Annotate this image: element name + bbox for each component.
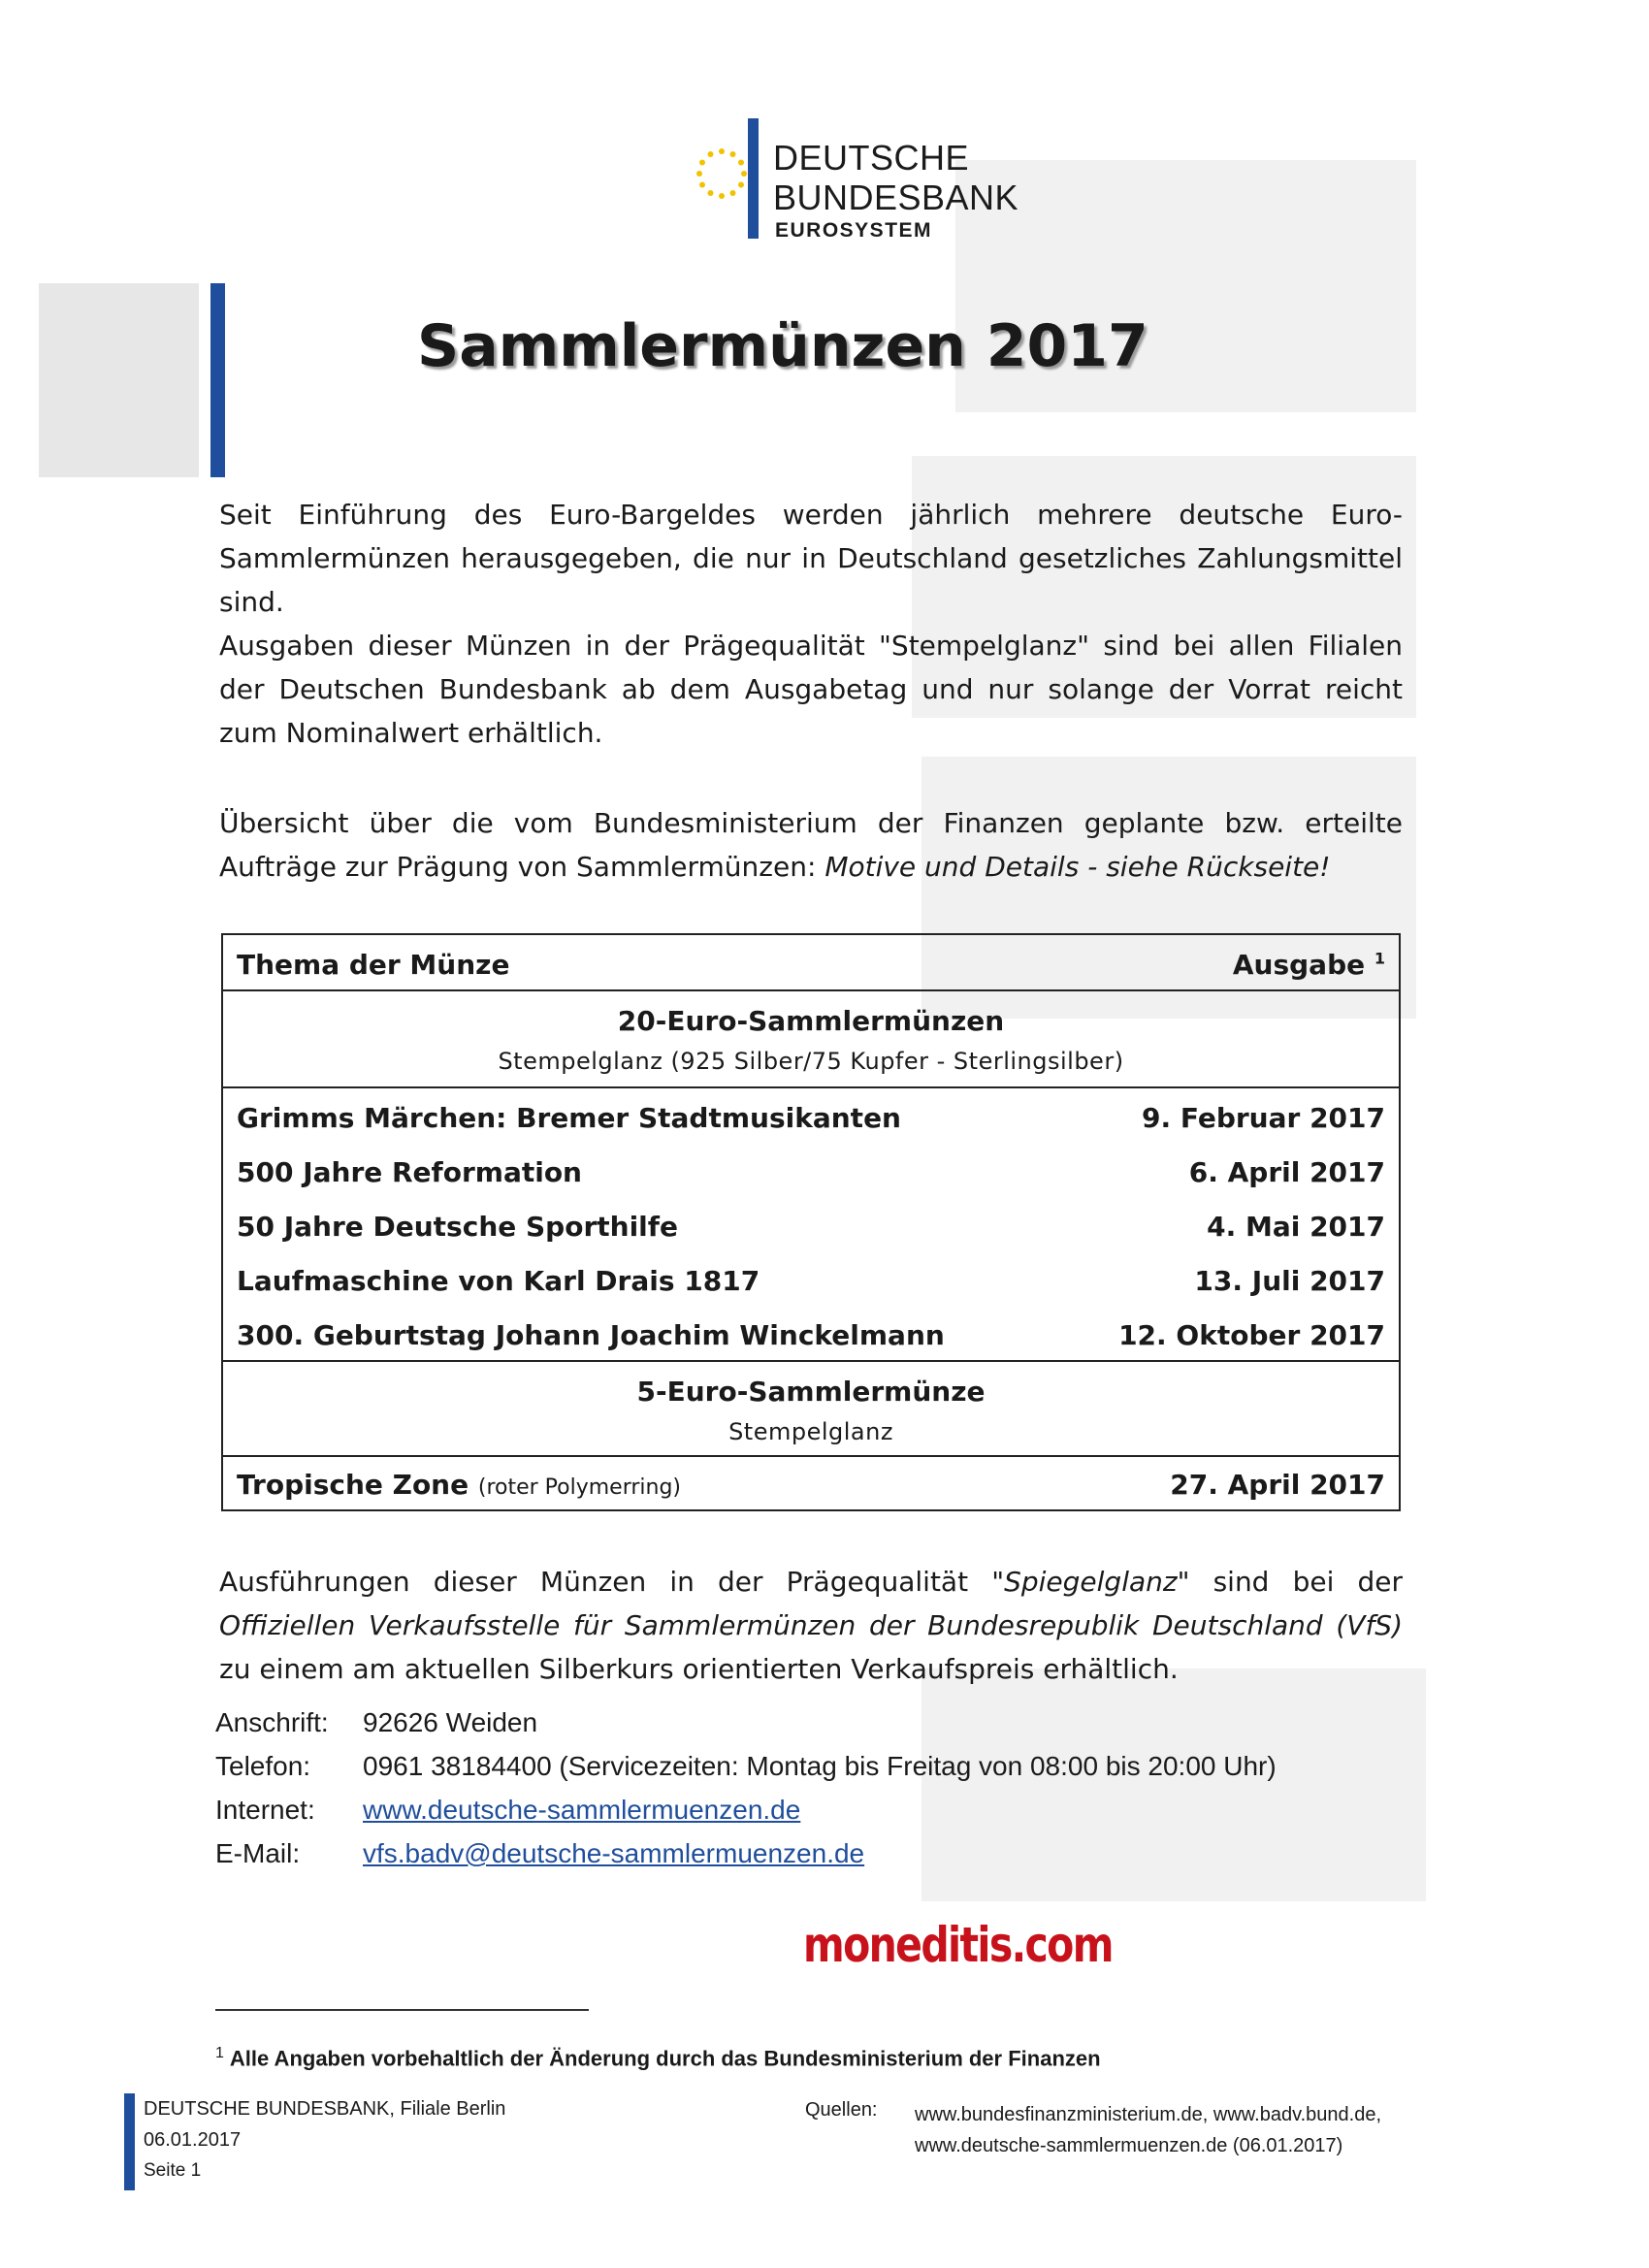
coin-date: 4. Mai 2017 xyxy=(1207,1211,1385,1243)
coin-theme: 300. Geburtstag Johann Joachim Winckelmann xyxy=(237,1319,945,1351)
coin-date: 13. Juli 2017 xyxy=(1194,1265,1385,1297)
footer-accent-bar xyxy=(124,2093,135,2190)
title-accent-bar xyxy=(210,283,225,477)
intro-paragraph-1: Seit Einführung des Euro-Bargeldes werden jährlich mehrere deutsche Euro-Sammlermünzen herausgegeben, die nur in Deutschland gesetzliches Zahlungsmittel sind. xyxy=(219,499,1403,618)
watermark: moneditis.com xyxy=(803,1917,1113,1973)
address-label: Anschrift: xyxy=(215,1707,329,1737)
footer-issuer: DEUTSCHE BUNDESBANK, Filiale Berlin xyxy=(144,2098,506,2120)
coin-theme: 500 Jahre Reformation xyxy=(237,1156,582,1188)
section-5-euro-subtitle: Stempelglanz xyxy=(728,1418,893,1445)
footer-issuer-block xyxy=(144,2093,505,2187)
coin-theme: Grimms Märchen: Bremer Stadtmusikanten xyxy=(237,1102,901,1134)
outro-text-c: sind bei der xyxy=(1189,1566,1403,1598)
email-label: E-Mail: xyxy=(215,1838,301,1868)
intro-paragraph-2: Ausgaben dieser Münzen in der Prägequalität "Stempelglanz" sind bei allen Filialen der Deutschen Bundesbank ab dem Ausgabetag und nur solange der Vorrat reicht zum Nominalwert erhältlich. xyxy=(219,630,1403,749)
scan-artifact xyxy=(39,283,199,477)
email-link[interactable]: vfs.badv@deutsche-sammlermuenzen.de xyxy=(363,1838,865,1868)
coin-date: 9. Februar 2017 xyxy=(1141,1102,1385,1134)
coin-date: 12. Oktober 2017 xyxy=(1118,1319,1385,1351)
sources-label: Quellen: xyxy=(805,2099,878,2121)
section-20-euro-title: 20-Euro-Sammlermünzen xyxy=(617,1005,1005,1037)
coin-theme: Laufmaschine von Karl Drais 1817 xyxy=(237,1265,760,1297)
website-link[interactable]: www.deutsche-sammlermuenzen.de xyxy=(363,1795,801,1825)
logo-line-3: EUROSYSTEM xyxy=(775,219,933,242)
coin-table xyxy=(221,933,1401,1511)
page-title: Sammlermünzen 2017 xyxy=(417,312,1148,380)
coin-date: 27. April 2017 xyxy=(1170,1469,1385,1501)
header-issue-label: Ausgabe xyxy=(1232,949,1366,981)
table-divider xyxy=(223,1455,1399,1457)
logo-line-1: DEUTSCHE xyxy=(773,138,970,178)
coin-theme xyxy=(237,1469,681,1501)
section-5-euro-title: 5-Euro-Sammlermünze xyxy=(636,1376,986,1408)
outro-text-d: Offiziellen Verkaufsstelle für Sammlermünzen der Bundesrepublik Deutschland (VfS) xyxy=(219,1609,1403,1641)
coin-date: 6. April 2017 xyxy=(1188,1156,1385,1188)
section-20-euro-subtitle: Stempelglanz (925 Silber/75 Kupfer - Sterlingsilber) xyxy=(498,1048,1124,1075)
outro-text-e: zu einem am aktuellen Silberkurs orientierten Verkaufspreis erhältlich. xyxy=(219,1653,1179,1685)
header-theme: Thema der Münze xyxy=(237,949,510,981)
sources-line-2: www.deutsche-sammlermuenzen.de (06.01.2017) xyxy=(915,2135,1343,2156)
footnote-mark: 1 xyxy=(215,2045,224,2061)
euro-stars-icon xyxy=(694,146,750,202)
address-value: 92626 Weiden xyxy=(363,1707,538,1737)
outro-paragraph xyxy=(219,1560,1403,1691)
outro-text-b: "Spiegelglanz" xyxy=(991,1566,1190,1598)
sources-line-1: www.bundesfinanzministerium.de, www.badv.bund.de, xyxy=(915,2104,1381,2125)
footnote-text: Alle Angaben vorbehaltlich der Änderung durch das Bundesministerium der Finanzen xyxy=(229,2046,1101,2071)
overview-note: Motive und Details - siehe Rückseite! xyxy=(824,851,1331,883)
scan-artifact xyxy=(922,1669,1426,1901)
internet-label: Internet: xyxy=(215,1795,315,1825)
intro-section xyxy=(219,493,1403,755)
table-divider xyxy=(223,1360,1399,1362)
overview-paragraph xyxy=(219,801,1403,889)
header-footnote-mark: 1 xyxy=(1374,949,1385,968)
footnote-rule xyxy=(215,2009,589,2011)
coin-theme: 50 Jahre Deutsche Sporthilfe xyxy=(237,1211,678,1243)
sources-block xyxy=(915,2099,1381,2161)
logo-bar xyxy=(748,118,759,239)
bundesbank-logo xyxy=(694,118,1019,243)
logo-line-2: BUNDESBANK xyxy=(773,178,1019,217)
coin-theme-name: Tropische Zone xyxy=(237,1469,469,1501)
header-issue xyxy=(1233,949,1385,981)
overview-text: Übersicht über die vom Bundesministerium der Finanzen geplante bzw. erteilte Aufträge zur Prägung von Sammlermünzen: xyxy=(219,807,1403,883)
footnote xyxy=(215,2045,1101,2071)
footer-page-number: Seite 1 xyxy=(144,2160,202,2181)
phone-value: 0961 38184400 (Servicezeiten: Montag bis Freitag von 08:00 bis 20:00 Uhr) xyxy=(363,1751,1277,1781)
outro-text-a: Ausführungen dieser Münzen in der Prägequalität xyxy=(219,1566,992,1598)
phone-label: Telefon: xyxy=(215,1751,311,1781)
coin-theme-note: (roter Polymerring) xyxy=(477,1475,682,1500)
table-divider xyxy=(223,1086,1399,1088)
table-divider xyxy=(223,989,1399,991)
footer-date: 06.01.2017 xyxy=(144,2129,242,2151)
